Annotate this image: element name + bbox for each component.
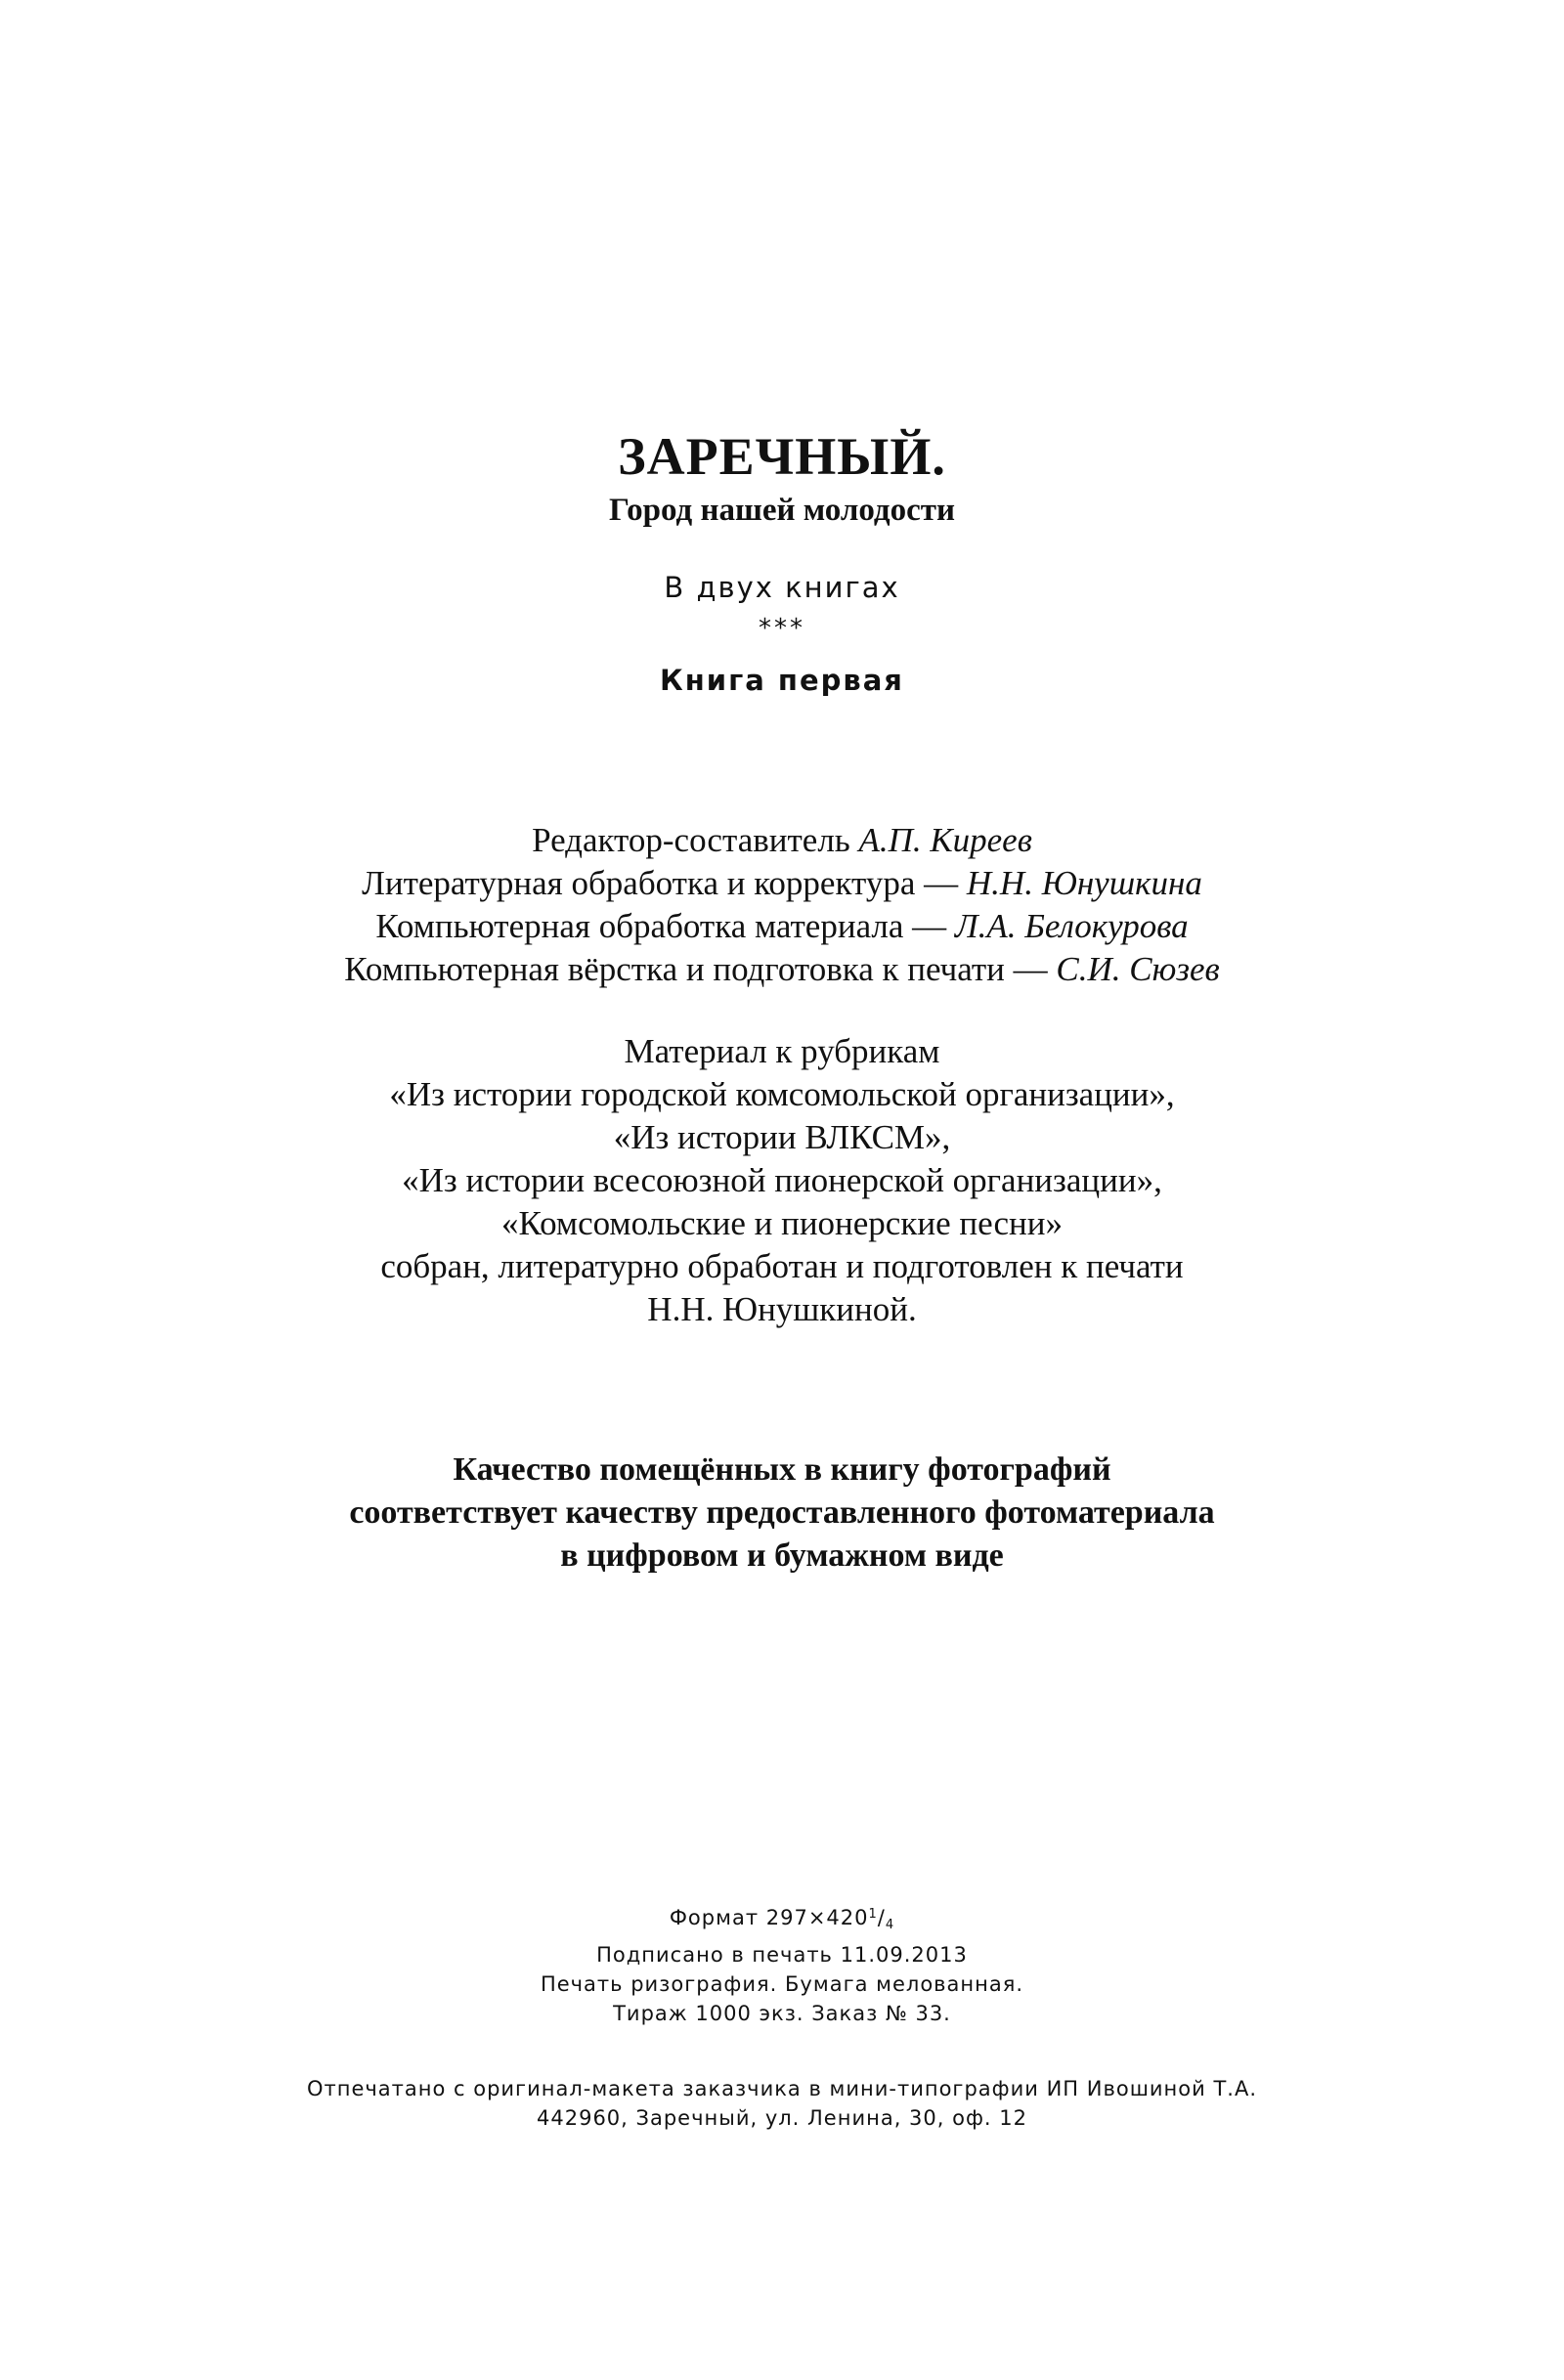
- volumes-note: В двух книгах: [664, 571, 900, 604]
- quality-line: в цифровом и бумажном виде: [560, 1537, 1004, 1574]
- format-slash: /: [877, 1906, 886, 1929]
- book-subtitle: Город нашей молодости: [609, 493, 955, 528]
- credit-line: [0, 862, 1564, 905]
- format-denominator: 4: [885, 1918, 895, 1932]
- printer-block: [0, 2074, 1564, 2133]
- credit-role: Компьютерная вёрстка и подготовка к печати —: [344, 950, 1057, 988]
- volume-label: Книга первая: [660, 664, 904, 697]
- rubrics-line: «Из истории всесоюзной пионерской организации»,: [402, 1161, 1162, 1199]
- photo-quality-note: [0, 1449, 1564, 1578]
- credit-name: Л.А. Белокурова: [954, 907, 1189, 945]
- rubrics-line: собран, литературно обработан и подготовлен к печати: [380, 1247, 1184, 1285]
- quality-line: соответствует качеству предоставленного фотоматериала: [349, 1494, 1215, 1531]
- rubrics-line: «Комсомольские и пионерские песни»: [500, 1204, 1063, 1242]
- credit-line: [0, 819, 1564, 862]
- credit-name: С.И. Сюзев: [1056, 950, 1220, 988]
- printer-address: 442960, Заречный, ул. Ленина, 30, оф. 12: [537, 2106, 1027, 2130]
- rubrics-line: «Из истории городской комсомольской организации»,: [389, 1075, 1175, 1113]
- run-line: Тираж 1000 экз. Заказ № 33.: [613, 2002, 951, 2025]
- credit-line: [0, 948, 1564, 991]
- format-numerator: 1: [868, 1907, 878, 1922]
- credit-role: Редактор-составитель: [532, 821, 859, 859]
- rubrics-line: Н.Н. Юнушкиной.: [647, 1290, 917, 1328]
- credits-block: [0, 819, 1564, 991]
- credit-name: А.П. Киреев: [858, 821, 1032, 859]
- quality-line: Качество помещённых в книгу фотографий: [453, 1451, 1111, 1488]
- print-line: Печать ризография. Бумага мелованная.: [540, 1972, 1024, 1996]
- book-title: ЗАРЕЧНЫЙ.: [618, 427, 946, 486]
- credit-role: Литературная обработка и корректура —: [362, 864, 967, 902]
- rubrics-block: [0, 1030, 1564, 1331]
- format-line: [0, 1900, 1564, 1940]
- format-text: Формат 297×420: [669, 1906, 869, 1929]
- rubrics-line: Материал к рубрикам: [624, 1032, 940, 1070]
- credit-name: Н.Н. Юнушкина: [966, 864, 1202, 902]
- credit-line: [0, 905, 1564, 948]
- credit-role: Компьютерная обработка материала —: [375, 907, 955, 945]
- signed-line: Подписано в печать 11.09.2013: [596, 1943, 968, 1967]
- separator-stars: ***: [759, 614, 805, 643]
- rubrics-line: «Из истории ВЛКСМ»,: [613, 1118, 951, 1156]
- printer-line: Отпечатано с оригинал-макета заказчика в мини-типографии ИП Ивошиной Т.А.: [306, 2077, 1258, 2100]
- imprint-block: [0, 1900, 1564, 2028]
